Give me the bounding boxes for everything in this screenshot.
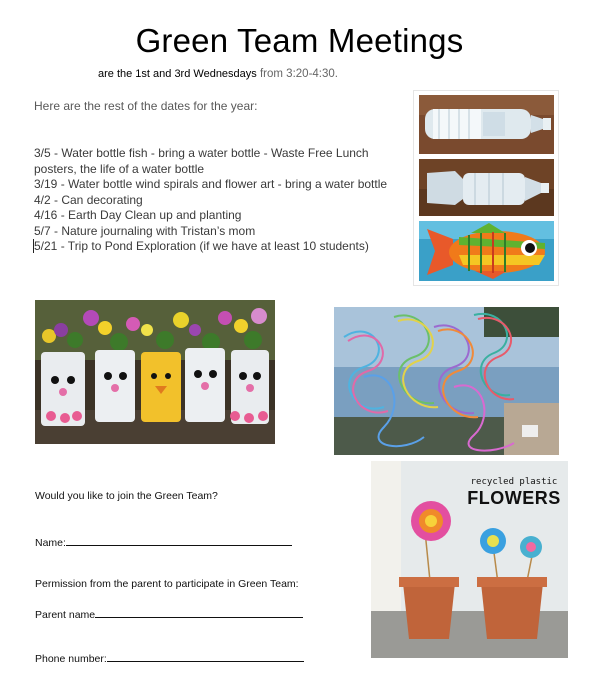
name-field[interactable] — [66, 535, 292, 546]
date-item: 3/5 - Water bottle fish - bring a water bottle - Waste Free Lunch posters, the life of a water bottle — [34, 146, 369, 176]
dates-intro: Here are the rest of the dates for the year: — [34, 99, 258, 113]
meeting-days: are the 1st and 3rd Wednesdays — [98, 68, 257, 80]
painted-fish-photo — [419, 221, 554, 281]
parent-name-label: Parent name — [35, 609, 96, 621]
parent-name-field[interactable] — [95, 607, 303, 618]
join-question: Would you like to join the Green Team? — [35, 490, 218, 502]
dates-list — [34, 146, 412, 255]
flowers-caption-top: recycled plastic — [470, 477, 558, 487]
date-item: 5/21 - Trip to Pond Exploration (if we have at least 10 students) — [34, 239, 369, 253]
meeting-schedule — [98, 68, 338, 80]
permission-text: Permission from the parent to participate in Green Team: — [35, 578, 299, 590]
phone-field[interactable] — [107, 651, 304, 662]
phone-label: Phone number: — [35, 653, 107, 665]
phone-row — [35, 651, 304, 665]
date-item: 4/2 - Can decorating — [34, 192, 143, 207]
page-title: Green Team Meetings — [135, 22, 464, 59]
flowers-caption-main: FLOWERS — [467, 488, 561, 508]
date-item: 3/19 - Water bottle wind spirals and flower art - bring a water bottle — [34, 177, 388, 191]
meeting-time: from 3:20-4:30. — [256, 68, 338, 80]
bottle-fish-image-panel — [413, 90, 559, 286]
text-cursor — [33, 239, 34, 253]
name-label: Name: — [35, 537, 66, 549]
parent-name-row — [35, 607, 303, 621]
decorated-cans-photo — [35, 300, 275, 444]
wind-spirals-photo — [334, 307, 559, 455]
name-row — [35, 535, 292, 549]
cut-bottle-photo — [419, 159, 554, 216]
water-bottle-photo — [419, 95, 554, 154]
date-item: 5/7 - Nature journaling with Tristan’s mom — [34, 223, 256, 238]
plastic-flowers-photo — [371, 461, 568, 658]
date-item: 4/16 - Earth Day Clean up and planting — [34, 208, 242, 222]
